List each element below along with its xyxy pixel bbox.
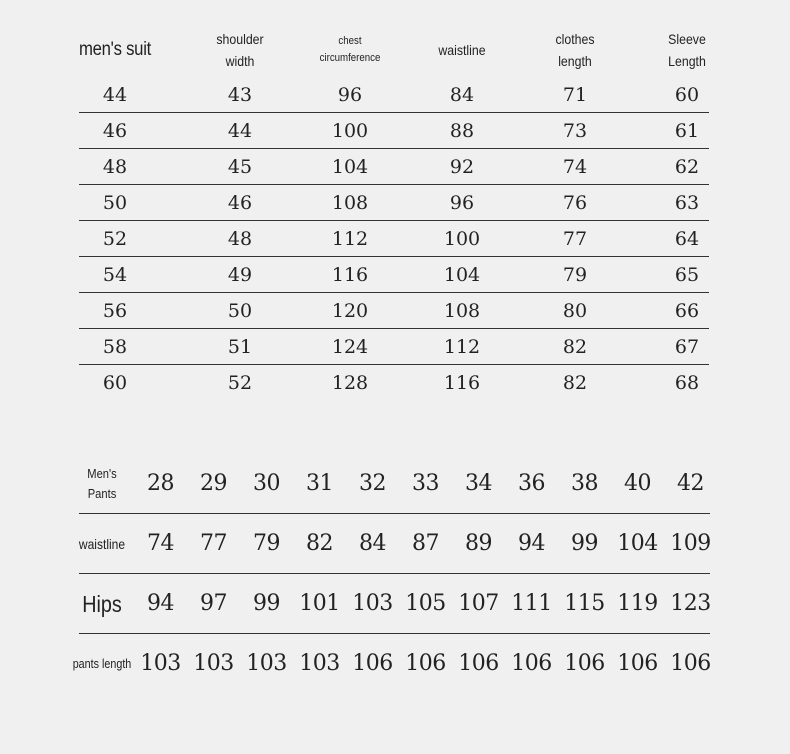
table-cell: 103	[140, 651, 181, 676]
table-cell: 115	[564, 591, 605, 616]
row-label-mens-pants: Men's Pants	[87, 466, 117, 501]
table-cell: 64	[674, 228, 700, 250]
table-cell: 67	[674, 336, 700, 358]
header-shoulder-width: shoulder width	[216, 30, 264, 69]
table-row	[79, 221, 709, 257]
table-cell: 103	[246, 651, 287, 676]
table-cell: 103	[299, 651, 340, 676]
table-cell: 106	[458, 651, 499, 676]
table-cell: 106	[564, 651, 605, 676]
table-cell: 40	[624, 471, 651, 496]
table-cell: 45	[227, 156, 253, 178]
table-cell: 119	[617, 591, 658, 616]
table-cell: 54	[102, 264, 128, 286]
header-clothes-length: clothes length	[555, 30, 595, 69]
table-cell: 52	[102, 228, 128, 250]
header-sleeve-length: Sleeve Length	[668, 30, 706, 69]
table-cell: 36	[518, 471, 545, 496]
table-cell: 46	[227, 192, 253, 214]
table-cell: 61	[674, 120, 700, 142]
table-row	[79, 365, 709, 401]
table-cell: 84	[359, 531, 386, 556]
table-cell: 74	[562, 156, 588, 178]
row-label-hips: Hips	[82, 590, 122, 617]
table-cell: 58	[102, 336, 128, 358]
table-cell: 63	[674, 192, 700, 214]
table-cell: 49	[227, 264, 253, 286]
table-cell: 104	[617, 531, 658, 556]
table-cell: 94	[518, 531, 545, 556]
table-cell: 30	[253, 471, 280, 496]
table-cell: 105	[405, 591, 446, 616]
table-cell: 100	[331, 120, 369, 142]
table-cell: 99	[571, 531, 598, 556]
header-waistline: waistline	[438, 41, 486, 58]
table-cell: 103	[193, 651, 234, 676]
table-row-hips	[79, 574, 710, 634]
table-cell: 32	[359, 471, 386, 496]
table-cell: 77	[200, 531, 227, 556]
row-label-pants-length: pants length	[72, 657, 132, 671]
table-cell: 60	[102, 372, 128, 394]
table-cell: 108	[443, 300, 481, 322]
table-cell: 96	[449, 192, 475, 214]
table-row-waistline	[79, 514, 710, 574]
table-cell: 44	[227, 120, 253, 142]
table-cell: 106	[511, 651, 552, 676]
table-cell: 104	[331, 156, 369, 178]
table-cell: 104	[443, 264, 481, 286]
table-cell: 50	[227, 300, 253, 322]
table-cell: 71	[562, 84, 588, 106]
table-cell: 87	[412, 531, 439, 556]
table-cell: 120	[331, 300, 369, 322]
table-cell: 101	[299, 591, 340, 616]
table-cell: 34	[465, 471, 492, 496]
header-chest-circumference: chest circumference	[319, 34, 381, 64]
row-label-waistline: waistline	[78, 536, 126, 552]
table-cell: 44	[102, 84, 128, 106]
table-cell: 112	[331, 228, 369, 250]
table-cell: 82	[562, 336, 588, 358]
header-mens-suit: men's suit	[78, 38, 152, 60]
table-cell: 99	[253, 591, 280, 616]
table-cell: 52	[227, 372, 253, 394]
table-cell: 60	[674, 84, 700, 106]
table-cell: 116	[331, 264, 369, 286]
table-row	[79, 149, 709, 185]
table-cell: 111	[511, 591, 552, 616]
table-cell: 128	[331, 372, 369, 394]
table-cell: 97	[200, 591, 227, 616]
table-cell: 51	[227, 336, 253, 358]
table-cell: 77	[562, 228, 588, 250]
table-cell: 112	[443, 336, 481, 358]
table-cell: 29	[200, 471, 227, 496]
table-cell: 79	[253, 531, 280, 556]
suit-table-header	[79, 22, 709, 77]
table-cell: 82	[562, 372, 588, 394]
table-cell: 74	[147, 531, 174, 556]
table-cell: 65	[674, 264, 700, 286]
table-cell: 107	[458, 591, 499, 616]
table-cell: 50	[102, 192, 128, 214]
table-cell: 66	[674, 300, 700, 322]
table-cell: 56	[102, 300, 128, 322]
table-cell: 48	[102, 156, 128, 178]
table-cell: 68	[674, 372, 700, 394]
table-cell: 106	[617, 651, 658, 676]
table-cell: 28	[147, 471, 174, 496]
table-cell: 96	[337, 84, 363, 106]
table-cell: 38	[571, 471, 598, 496]
table-cell: 42	[677, 471, 704, 496]
table-cell: 48	[227, 228, 253, 250]
table-cell: 82	[306, 531, 333, 556]
table-cell: 46	[102, 120, 128, 142]
table-row	[79, 77, 709, 113]
table-row	[79, 185, 709, 221]
table-cell: 103	[352, 591, 393, 616]
table-cell: 116	[443, 372, 481, 394]
table-cell: 109	[670, 531, 711, 556]
table-cell: 79	[562, 264, 588, 286]
table-row	[79, 257, 709, 293]
table-cell: 62	[674, 156, 700, 178]
table-cell: 106	[405, 651, 446, 676]
table-cell: 92	[449, 156, 475, 178]
table-cell: 94	[147, 591, 174, 616]
suit-size-table	[79, 22, 709, 401]
table-cell: 123	[670, 591, 711, 616]
table-cell: 76	[562, 192, 588, 214]
table-cell: 89	[465, 531, 492, 556]
table-row-pants-size	[79, 454, 710, 514]
table-cell: 31	[306, 471, 333, 496]
pants-size-table	[72, 454, 711, 694]
table-cell: 80	[562, 300, 588, 322]
table-cell: 100	[443, 228, 481, 250]
table-row	[79, 329, 709, 365]
table-row	[79, 113, 709, 149]
table-cell: 106	[352, 651, 393, 676]
table-cell: 88	[449, 120, 475, 142]
table-cell: 43	[227, 84, 253, 106]
table-row-pants-length	[72, 634, 711, 694]
table-cell: 106	[670, 651, 711, 676]
table-row	[79, 293, 709, 329]
table-cell: 108	[331, 192, 369, 214]
table-cell: 33	[412, 471, 439, 496]
table-cell: 84	[449, 84, 475, 106]
table-cell: 73	[562, 120, 588, 142]
table-cell: 124	[331, 336, 369, 358]
